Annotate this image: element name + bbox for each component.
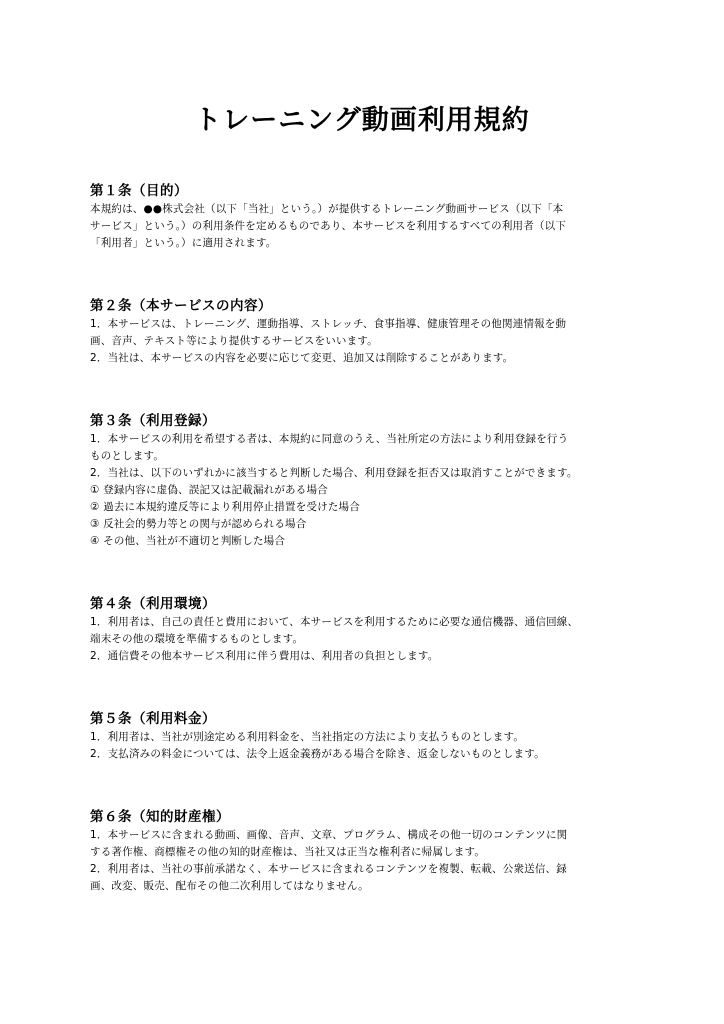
article-line: ② 過去に本規約違反等により利用停止措置を受けた場合 xyxy=(90,501,360,513)
article-6 xyxy=(90,808,650,895)
article-line: ④ その他、当社が不適切と判断した場合 xyxy=(90,535,286,547)
article-line: 2．支払済みの料金については、法令上返金義務がある場合を除き、返金しないものとします。 xyxy=(90,748,545,760)
article-line: 端末その他の環境を準備するものとします。 xyxy=(90,633,304,645)
article-1 xyxy=(90,182,650,252)
article-heading: 第５条（利用料金） xyxy=(90,711,216,727)
article-line: ① 登録内容に虚偽、誤記又は記載漏れがある場合 xyxy=(90,484,328,496)
article-line: 本規約は、●●株式会社（以下「当社」という。）が提供するトレーニング動画サービス（以下「本 xyxy=(90,203,564,215)
article-heading: 第１条（目的） xyxy=(90,183,188,199)
article-heading: 第４条（利用環境） xyxy=(90,596,216,612)
article-line: 2．利用者は、当社の事前承諾なく、本サービスに含まれるコンテンツを複製、転載、公衆送信、録 xyxy=(90,863,567,875)
article-line: 1．本サービスの利用を希望する者は、本規約に同意のうえ、当社所定の方法により利用登録を行う xyxy=(90,433,569,445)
article-line: する著作権、商標権その他の知的財産権は、当社又は正当な権利者に帰属します。 xyxy=(90,846,486,858)
article-4 xyxy=(90,595,650,665)
article-line: 1．本サービスに含まれる動画、画像、音声、文章、プログラム、構成その他一切のコンテンツに関 xyxy=(90,829,568,841)
article-line: 2．当社は、本サービスの内容を必要に応じて変更、追加又は削除することがあります。 xyxy=(90,352,514,364)
article-line: 2．通信費その他本サービス利用に伴う費用は、利用者の負担とします。 xyxy=(90,650,439,662)
article-heading: 第６条（知的財産権） xyxy=(90,809,230,825)
article-3 xyxy=(90,412,650,550)
document-title: トレーニング動画利用規約 xyxy=(194,105,530,136)
article-line: 1．本サービスは、トレーニング、運動指導、ストレッチ、食事指導、健康管理その他関連情報を動 xyxy=(90,318,567,330)
article-heading: 第３条（利用登録） xyxy=(90,413,216,429)
article-line: 画、改変、販売、配布その他二次利用してはなりません。 xyxy=(90,880,369,892)
article-line: 1．利用者は、当社が別途定める利用料金を、当社指定の方法により支払うものとします。 xyxy=(90,731,525,743)
article-line: ③ 反社会的勢力等との関与が認められる場合 xyxy=(90,518,307,530)
article-line: ものとします。 xyxy=(90,450,165,462)
article-line: 「利用者」という。）に適用されます。 xyxy=(90,237,277,249)
article-line: サービス」という。）の利用条件を定めるものであり、本サービスを利用するすべての利用者（以下 xyxy=(90,220,567,232)
article-line: 1．利用者は、自己の責任と費用において、本サービスを利用するために必要な通信機器、通信回線、 xyxy=(90,616,579,628)
article-line: 2．当社は、以下のいずれかに該当すると判断した場合、利用登録を拒否又は取消すことができます。 xyxy=(90,467,578,479)
article-2 xyxy=(90,297,650,367)
article-line: 画、音声、テキスト等により提供するサービスをいいます。 xyxy=(90,335,378,347)
article-heading: 第２条（本サービスの内容） xyxy=(90,298,272,314)
article-5 xyxy=(90,710,650,763)
document-body xyxy=(90,182,650,940)
